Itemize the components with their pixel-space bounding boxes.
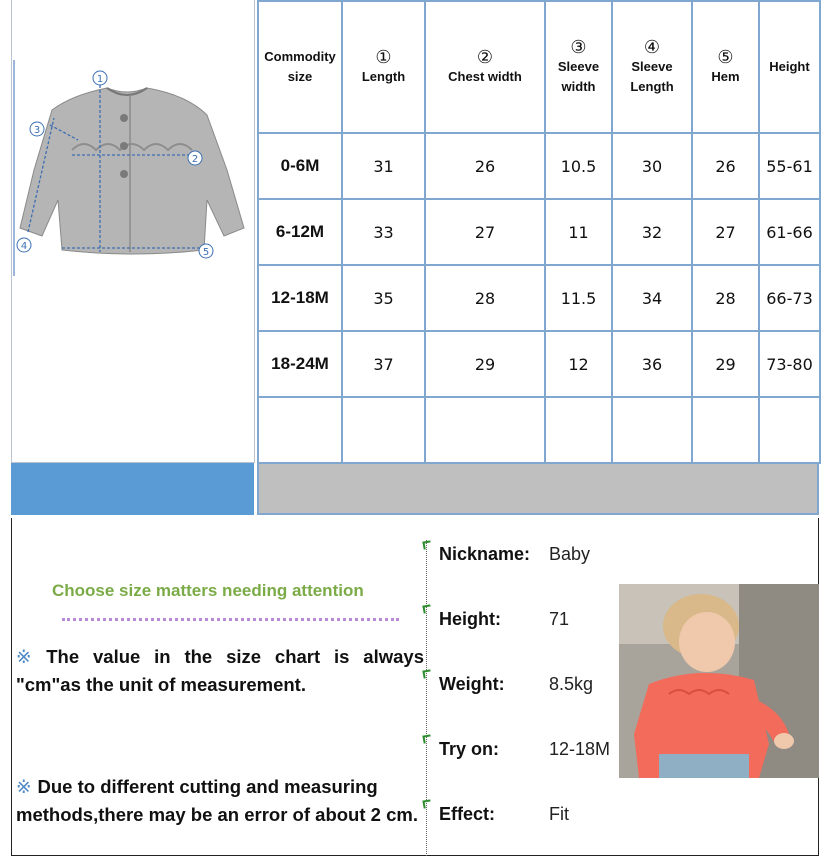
cell-sleeve-length: 32 [612, 199, 692, 265]
reference-mark-icon: ※ [16, 646, 41, 667]
cell-chest-width: 28 [425, 265, 545, 331]
cell-empty [759, 397, 820, 463]
cell-length: 33 [342, 199, 425, 265]
notice-title: Choose size matters needing attention [52, 581, 364, 600]
header-height: Height [759, 1, 820, 133]
garment-diagram-panel [11, 0, 255, 463]
cell-empty [545, 397, 612, 463]
cell-length: 35 [342, 265, 425, 331]
info-label: Weight: [439, 674, 505, 694]
table-row-empty [258, 397, 820, 463]
dotted-separator [62, 618, 399, 621]
cell-sleeve-width: 11 [545, 199, 612, 265]
tick-mark-icon [422, 540, 431, 549]
reference-mark-icon: ※ [16, 776, 32, 797]
size-chart [257, 0, 819, 515]
cell-height: 73-80 [759, 331, 820, 397]
blue-footer-bar [11, 463, 254, 515]
info-value: 8.5kg [549, 674, 594, 694]
cell-empty [342, 397, 425, 463]
table-row [258, 199, 820, 265]
cell-chest-width: 29 [425, 331, 545, 397]
diagram-marker-label: 3 [33, 125, 41, 136]
cell-size: 18-24M [258, 331, 342, 397]
diagram-marker-label: 2 [191, 154, 199, 165]
tick-mark-icon [422, 734, 431, 743]
cardigan-diagram [12, 0, 254, 300]
header-commodity-size: Commodity size [258, 1, 342, 133]
cell-size: 0-6M [258, 133, 342, 199]
cell-empty [692, 397, 759, 463]
baby-in-cardigan-image [619, 584, 819, 778]
info-value: 12-18M [549, 739, 611, 759]
cell-hem: 28 [692, 265, 759, 331]
cell-sleeve-length: 36 [612, 331, 692, 397]
table-header-row [258, 1, 820, 133]
cell-height: 55-61 [759, 133, 820, 199]
note-measurement-unit [16, 643, 424, 699]
info-label: Try on: [439, 739, 500, 759]
cell-empty [258, 397, 342, 463]
header-chest-width: ② Chest width [425, 1, 545, 133]
cell-sleeve-width: 12 [545, 331, 612, 397]
cell-length: 31 [342, 133, 425, 199]
cell-length: 37 [342, 331, 425, 397]
header-length: ① Length [342, 1, 425, 133]
header-sleeve-width: ③ Sleeve width [545, 1, 612, 133]
cell-size: 12-18M [258, 265, 342, 331]
cell-chest-width: 27 [425, 199, 545, 265]
cell-empty [612, 397, 692, 463]
cell-sleeve-width: 11.5 [545, 265, 612, 331]
note-measurement-error [16, 773, 424, 829]
note-text: The value in the size chart is always "cm"as the unit of measurement. [16, 646, 424, 695]
cell-sleeve-length: 30 [612, 133, 692, 199]
tick-mark-icon [422, 669, 431, 678]
diagram-marker-label: 4 [20, 241, 28, 252]
info-value: Baby [549, 544, 591, 564]
cell-size: 6-12M [258, 199, 342, 265]
diagram-marker-label: 5 [202, 247, 210, 258]
cell-height: 61-66 [759, 199, 820, 265]
column-divider [426, 540, 427, 856]
gray-footer-bar [257, 462, 819, 515]
size-table [257, 0, 821, 464]
info-label: Height: [439, 609, 501, 629]
info-value: 71 [549, 609, 570, 629]
cell-hem: 26 [692, 133, 759, 199]
header-sleeve-length: ④ Sleeve Length [612, 1, 692, 133]
cell-hem: 29 [692, 331, 759, 397]
cell-hem: 27 [692, 199, 759, 265]
info-label: Nickname: [439, 544, 531, 564]
cell-sleeve-width: 10.5 [545, 133, 612, 199]
header-hem: ⑤ Hem [692, 1, 759, 133]
table-row [258, 133, 820, 199]
note-text: Due to different cutting and measuring methods,there may be an error of about 2 cm. [16, 776, 418, 825]
cell-empty [425, 397, 545, 463]
table-row [258, 265, 820, 331]
cell-sleeve-length: 34 [612, 265, 692, 331]
model-photo [619, 584, 819, 778]
info-value: Fit [549, 804, 569, 824]
cell-chest-width: 26 [425, 133, 545, 199]
diagram-marker-label: 1 [96, 74, 104, 85]
tick-mark-icon [422, 799, 431, 808]
cell-height: 66-73 [759, 265, 820, 331]
table-row [258, 331, 820, 397]
tick-mark-icon [422, 604, 431, 613]
info-label: Effect: [439, 804, 496, 824]
